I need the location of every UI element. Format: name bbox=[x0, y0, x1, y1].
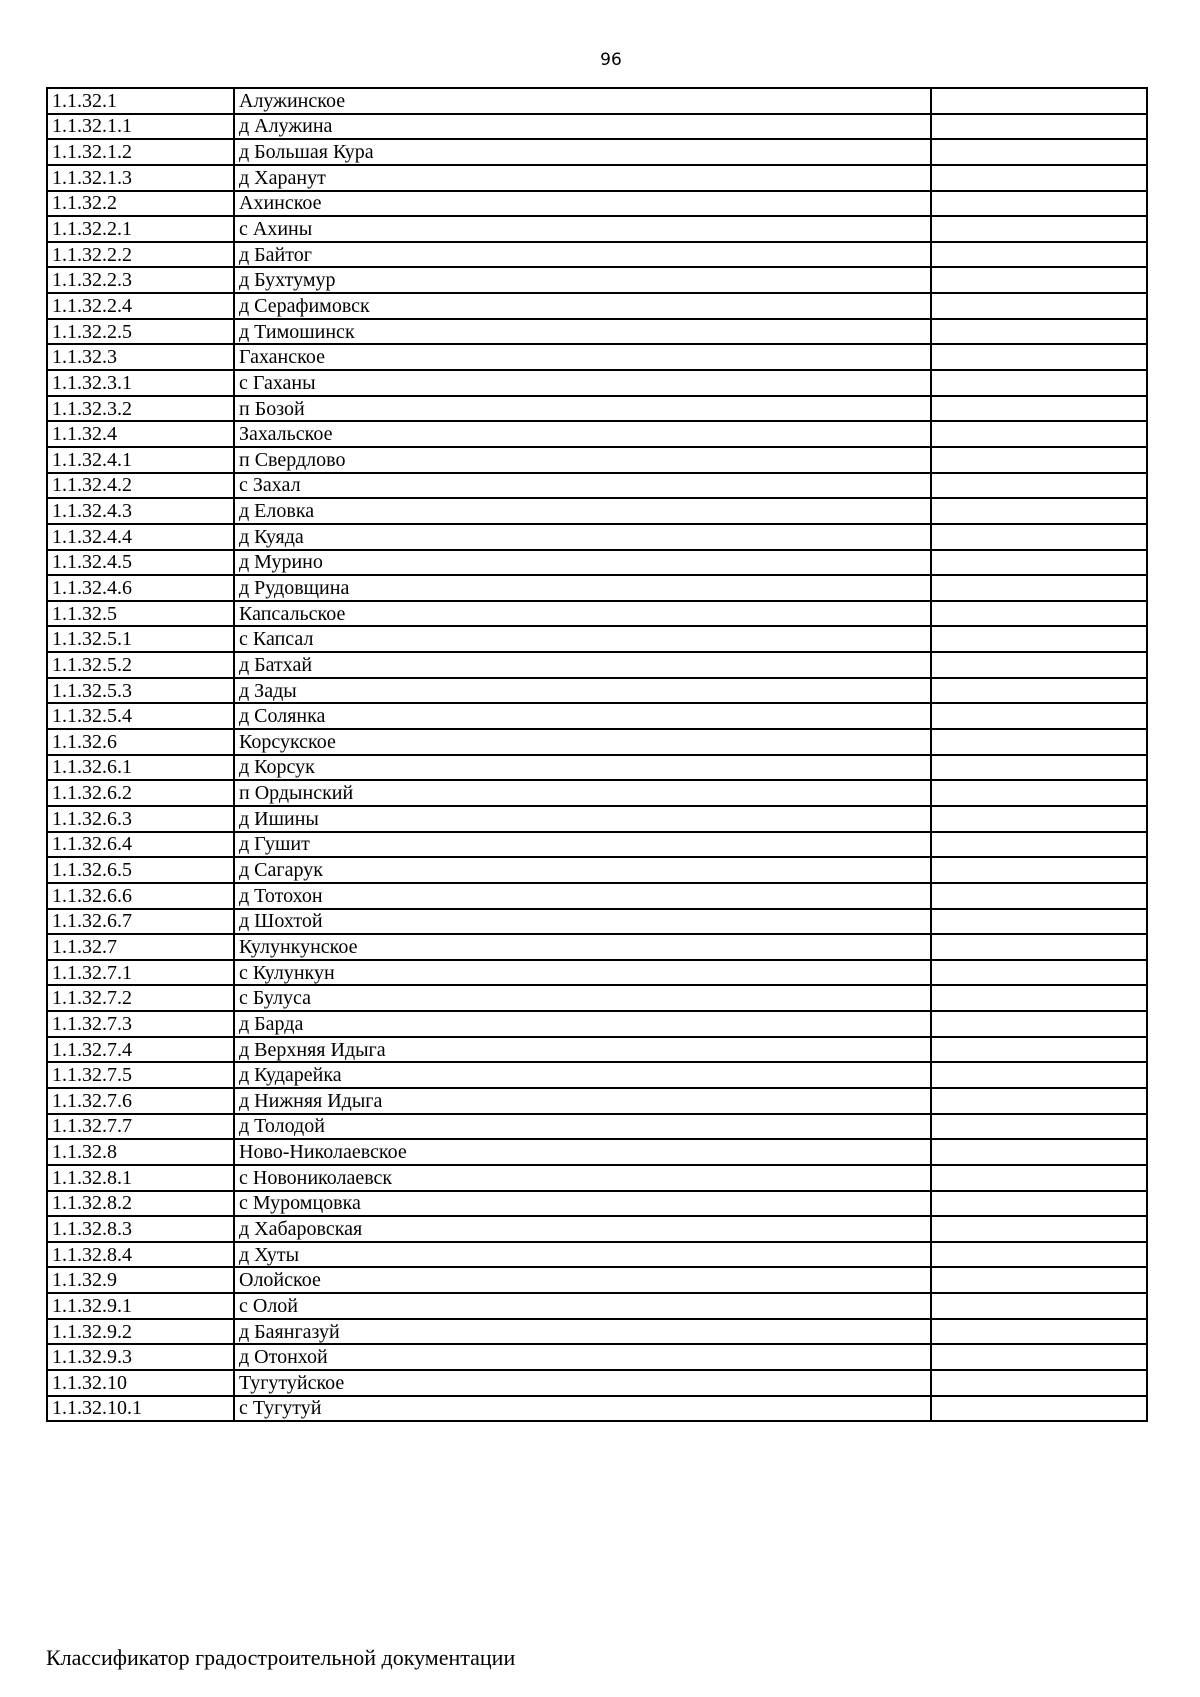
name-cell: д Большая Кура bbox=[234, 139, 931, 165]
note-cell bbox=[931, 242, 1147, 268]
name-cell: д Харанут bbox=[234, 165, 931, 191]
table-row bbox=[47, 678, 1147, 704]
code-cell: 1.1.32.9.2 bbox=[47, 1319, 234, 1345]
code-cell: 1.1.32.7.2 bbox=[47, 985, 234, 1011]
name-cell: д Серафимовск bbox=[234, 293, 931, 319]
name-cell: Кулункунское bbox=[234, 934, 931, 960]
table-row bbox=[47, 652, 1147, 678]
note-cell bbox=[931, 883, 1147, 909]
note-cell bbox=[931, 857, 1147, 883]
table-row bbox=[47, 703, 1147, 729]
name-cell: д Корсук bbox=[234, 755, 931, 781]
code-cell: 1.1.32.1.1 bbox=[47, 114, 234, 140]
note-cell bbox=[931, 524, 1147, 550]
table-row bbox=[47, 1216, 1147, 1242]
table-row bbox=[47, 883, 1147, 909]
name-cell: д Еловка bbox=[234, 498, 931, 524]
code-cell: 1.1.32.3.1 bbox=[47, 370, 234, 396]
name-cell: д Рудовщина bbox=[234, 575, 931, 601]
note-cell bbox=[931, 1037, 1147, 1063]
table-row bbox=[47, 267, 1147, 293]
table-row bbox=[47, 139, 1147, 165]
table-row bbox=[47, 1088, 1147, 1114]
code-cell: 1.1.32.2.2 bbox=[47, 242, 234, 268]
code-cell: 1.1.32.4.3 bbox=[47, 498, 234, 524]
name-cell: д Гушит bbox=[234, 832, 931, 858]
code-cell: 1.1.32.5.3 bbox=[47, 678, 234, 704]
table-row bbox=[47, 1139, 1147, 1165]
name-cell: д Мурино bbox=[234, 550, 931, 576]
classifier-table bbox=[46, 87, 1148, 1422]
note-cell bbox=[931, 114, 1147, 140]
name-cell: д Алужина bbox=[234, 114, 931, 140]
table-row bbox=[47, 780, 1147, 806]
code-cell: 1.1.32.6.3 bbox=[47, 806, 234, 832]
table-body bbox=[47, 88, 1147, 1421]
note-cell bbox=[931, 1191, 1147, 1217]
name-cell: с Капсал bbox=[234, 626, 931, 652]
code-cell: 1.1.32.10 bbox=[47, 1370, 234, 1396]
table-row bbox=[47, 985, 1147, 1011]
name-cell: д Зады bbox=[234, 678, 931, 704]
note-cell bbox=[931, 909, 1147, 935]
note-cell bbox=[931, 139, 1147, 165]
table-row bbox=[47, 857, 1147, 883]
name-cell: с Новониколаевск bbox=[234, 1165, 931, 1191]
code-cell: 1.1.32.6.1 bbox=[47, 755, 234, 781]
table-row bbox=[47, 601, 1147, 627]
code-cell: 1.1.32.7.4 bbox=[47, 1037, 234, 1063]
note-cell bbox=[931, 832, 1147, 858]
table-row bbox=[47, 293, 1147, 319]
name-cell: Захальское bbox=[234, 421, 931, 447]
table-row bbox=[47, 473, 1147, 499]
name-cell: с Булуса bbox=[234, 985, 931, 1011]
note-cell bbox=[931, 344, 1147, 370]
table-row bbox=[47, 165, 1147, 191]
name-cell: с Олой bbox=[234, 1293, 931, 1319]
name-cell: Ново-Николаевское bbox=[234, 1139, 931, 1165]
note-cell bbox=[931, 293, 1147, 319]
document-footer: Классификатор градостроительной документации bbox=[46, 1645, 516, 1670]
table-row bbox=[47, 1191, 1147, 1217]
name-cell: д Куяда bbox=[234, 524, 931, 550]
code-cell: 1.1.32.10.1 bbox=[47, 1396, 234, 1422]
note-cell bbox=[931, 165, 1147, 191]
code-cell: 1.1.32.9.3 bbox=[47, 1344, 234, 1370]
name-cell: Гаханское bbox=[234, 344, 931, 370]
note-cell bbox=[931, 601, 1147, 627]
table-row bbox=[47, 1396, 1147, 1422]
name-cell: д Нижняя Идыга bbox=[234, 1088, 931, 1114]
note-cell bbox=[931, 703, 1147, 729]
table-row bbox=[47, 114, 1147, 140]
table-row bbox=[47, 1011, 1147, 1037]
note-cell bbox=[931, 755, 1147, 781]
table-row bbox=[47, 396, 1147, 422]
table-row bbox=[47, 755, 1147, 781]
name-cell: д Хуты bbox=[234, 1242, 931, 1268]
page-number: 96 bbox=[600, 50, 622, 70]
table-row bbox=[47, 1114, 1147, 1140]
name-cell: д Барда bbox=[234, 1011, 931, 1037]
table-row bbox=[47, 524, 1147, 550]
code-cell: 1.1.32.4.2 bbox=[47, 473, 234, 499]
code-cell: 1.1.32.9.1 bbox=[47, 1293, 234, 1319]
name-cell: Олойское bbox=[234, 1267, 931, 1293]
table-row bbox=[47, 909, 1147, 935]
code-cell: 1.1.32.7 bbox=[47, 934, 234, 960]
note-cell bbox=[931, 985, 1147, 1011]
note-cell bbox=[931, 319, 1147, 345]
note-cell bbox=[931, 729, 1147, 755]
name-cell: Тугутуйское bbox=[234, 1370, 931, 1396]
note-cell bbox=[931, 1267, 1147, 1293]
name-cell: д Толодой bbox=[234, 1114, 931, 1140]
note-cell bbox=[931, 498, 1147, 524]
code-cell: 1.1.32.6 bbox=[47, 729, 234, 755]
note-cell bbox=[931, 678, 1147, 704]
note-cell bbox=[931, 1242, 1147, 1268]
code-cell: 1.1.32.1.2 bbox=[47, 139, 234, 165]
name-cell: Ахинское bbox=[234, 191, 931, 217]
name-cell: с Тугутуй bbox=[234, 1396, 931, 1422]
note-cell bbox=[931, 1370, 1147, 1396]
note-cell bbox=[931, 1319, 1147, 1345]
name-cell: с Муромцовка bbox=[234, 1191, 931, 1217]
name-cell: д Хабаровская bbox=[234, 1216, 931, 1242]
code-cell: 1.1.32.4.1 bbox=[47, 447, 234, 473]
code-cell: 1.1.32.4.5 bbox=[47, 550, 234, 576]
note-cell bbox=[931, 1139, 1147, 1165]
table-row bbox=[47, 1242, 1147, 1268]
note-cell bbox=[931, 421, 1147, 447]
table-row bbox=[47, 88, 1147, 114]
table-row bbox=[47, 1370, 1147, 1396]
code-cell: 1.1.32.6.2 bbox=[47, 780, 234, 806]
name-cell: д Бухтумур bbox=[234, 267, 931, 293]
name-cell: с Гаханы bbox=[234, 370, 931, 396]
name-cell: д Кударейка bbox=[234, 1062, 931, 1088]
name-cell: д Отонхой bbox=[234, 1344, 931, 1370]
name-cell: д Баянгазуй bbox=[234, 1319, 931, 1345]
name-cell: д Верхняя Идыга bbox=[234, 1037, 931, 1063]
name-cell: д Тотохон bbox=[234, 883, 931, 909]
code-cell: 1.1.32.8.3 bbox=[47, 1216, 234, 1242]
code-cell: 1.1.32.4.6 bbox=[47, 575, 234, 601]
code-cell: 1.1.32.8.2 bbox=[47, 1191, 234, 1217]
note-cell bbox=[931, 88, 1147, 114]
name-cell: д Сагарук bbox=[234, 857, 931, 883]
code-cell: 1.1.32.1.3 bbox=[47, 165, 234, 191]
note-cell bbox=[931, 550, 1147, 576]
name-cell: Алужинское bbox=[234, 88, 931, 114]
code-cell: 1.1.32.6.7 bbox=[47, 909, 234, 935]
note-cell bbox=[931, 1114, 1147, 1140]
note-cell bbox=[931, 396, 1147, 422]
name-cell: д Тимошинск bbox=[234, 319, 931, 345]
code-cell: 1.1.32.5 bbox=[47, 601, 234, 627]
table-row bbox=[47, 1165, 1147, 1191]
note-cell bbox=[931, 575, 1147, 601]
code-cell: 1.1.32.6.4 bbox=[47, 832, 234, 858]
table-row bbox=[47, 1037, 1147, 1063]
code-cell: 1.1.32.3.2 bbox=[47, 396, 234, 422]
note-cell bbox=[931, 1088, 1147, 1114]
table-row bbox=[47, 216, 1147, 242]
table-row bbox=[47, 344, 1147, 370]
note-cell bbox=[931, 780, 1147, 806]
code-cell: 1.1.32.6.6 bbox=[47, 883, 234, 909]
table-row bbox=[47, 832, 1147, 858]
code-cell: 1.1.32.1 bbox=[47, 88, 234, 114]
note-cell bbox=[931, 216, 1147, 242]
note-cell bbox=[931, 267, 1147, 293]
code-cell: 1.1.32.4.4 bbox=[47, 524, 234, 550]
code-cell: 1.1.32.2.4 bbox=[47, 293, 234, 319]
code-cell: 1.1.32.7.6 bbox=[47, 1088, 234, 1114]
table-row bbox=[47, 729, 1147, 755]
table-row bbox=[47, 1293, 1147, 1319]
note-cell bbox=[931, 1062, 1147, 1088]
code-cell: 1.1.32.8.4 bbox=[47, 1242, 234, 1268]
name-cell: Корсукское bbox=[234, 729, 931, 755]
name-cell: п Ордынский bbox=[234, 780, 931, 806]
code-cell: 1.1.32.4 bbox=[47, 421, 234, 447]
name-cell: Капсальское bbox=[234, 601, 931, 627]
code-cell: 1.1.32.5.2 bbox=[47, 652, 234, 678]
code-cell: 1.1.32.8 bbox=[47, 1139, 234, 1165]
code-cell: 1.1.32.5.4 bbox=[47, 703, 234, 729]
code-cell: 1.1.32.8.1 bbox=[47, 1165, 234, 1191]
note-cell bbox=[931, 1011, 1147, 1037]
table-row bbox=[47, 1344, 1147, 1370]
table-row bbox=[47, 242, 1147, 268]
table-row bbox=[47, 1062, 1147, 1088]
table-row bbox=[47, 421, 1147, 447]
name-cell: д Шохтой bbox=[234, 909, 931, 935]
table-row bbox=[47, 1319, 1147, 1345]
table-row bbox=[47, 370, 1147, 396]
table-row bbox=[47, 550, 1147, 576]
table-row bbox=[47, 960, 1147, 986]
name-cell: п Бозой bbox=[234, 396, 931, 422]
name-cell: с Кулункун bbox=[234, 960, 931, 986]
code-cell: 1.1.32.2.5 bbox=[47, 319, 234, 345]
note-cell bbox=[931, 191, 1147, 217]
code-cell: 1.1.32.2.1 bbox=[47, 216, 234, 242]
note-cell bbox=[931, 960, 1147, 986]
table-row bbox=[47, 498, 1147, 524]
code-cell: 1.1.32.6.5 bbox=[47, 857, 234, 883]
code-cell: 1.1.32.3 bbox=[47, 344, 234, 370]
name-cell: с Захал bbox=[234, 473, 931, 499]
name-cell: д Ишины bbox=[234, 806, 931, 832]
table-row bbox=[47, 191, 1147, 217]
code-cell: 1.1.32.2 bbox=[47, 191, 234, 217]
code-cell: 1.1.32.9 bbox=[47, 1267, 234, 1293]
name-cell: с Ахины bbox=[234, 216, 931, 242]
code-cell: 1.1.32.2.3 bbox=[47, 267, 234, 293]
note-cell bbox=[931, 370, 1147, 396]
name-cell: д Батхай bbox=[234, 652, 931, 678]
code-cell: 1.1.32.7.3 bbox=[47, 1011, 234, 1037]
table-row bbox=[47, 575, 1147, 601]
note-cell bbox=[931, 1293, 1147, 1319]
table-row bbox=[47, 319, 1147, 345]
code-cell: 1.1.32.7.5 bbox=[47, 1062, 234, 1088]
code-cell: 1.1.32.7.1 bbox=[47, 960, 234, 986]
note-cell bbox=[931, 934, 1147, 960]
note-cell bbox=[931, 1216, 1147, 1242]
note-cell bbox=[931, 652, 1147, 678]
note-cell bbox=[931, 806, 1147, 832]
note-cell bbox=[931, 447, 1147, 473]
note-cell bbox=[931, 1396, 1147, 1422]
name-cell: д Байтог bbox=[234, 242, 931, 268]
name-cell: п Свердлово bbox=[234, 447, 931, 473]
code-cell: 1.1.32.5.1 bbox=[47, 626, 234, 652]
note-cell bbox=[931, 473, 1147, 499]
table-row bbox=[47, 806, 1147, 832]
note-cell bbox=[931, 1165, 1147, 1191]
note-cell bbox=[931, 1344, 1147, 1370]
table-row bbox=[47, 626, 1147, 652]
table-row bbox=[47, 447, 1147, 473]
note-cell bbox=[931, 626, 1147, 652]
name-cell: д Солянка bbox=[234, 703, 931, 729]
table-row bbox=[47, 1267, 1147, 1293]
code-cell: 1.1.32.7.7 bbox=[47, 1114, 234, 1140]
table-row bbox=[47, 934, 1147, 960]
